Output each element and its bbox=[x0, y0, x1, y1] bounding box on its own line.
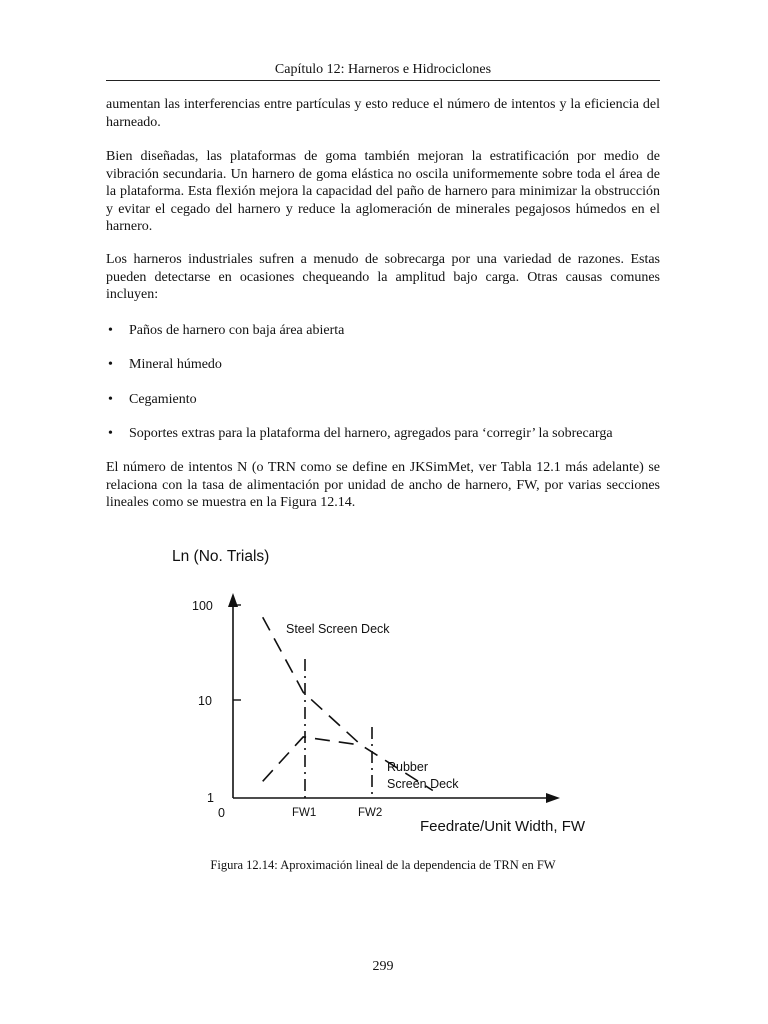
bullet-dot: • bbox=[108, 392, 113, 407]
paragraph-3: Los harneros industriales sufren a menudo de sobrecarga por una variedad de razones. Estas pueden detectarse en ocasiones chequeando la amplitud bajo carga. Otras causas comunes incluyen: bbox=[106, 252, 660, 302]
paragraph-1: aumentan las interferencias entre partículas y esto reduce el número de intentos y la eficiencia del harneado. bbox=[106, 97, 660, 130]
bullet-text: Cegamiento bbox=[129, 392, 197, 407]
y-tick-label-1: 1 bbox=[207, 791, 214, 805]
bullet-text: Mineral húmedo bbox=[129, 357, 222, 372]
figure-12-14-chart bbox=[0, 535, 768, 855]
bullet-dot: • bbox=[108, 426, 113, 441]
page-number: 299 bbox=[372, 959, 394, 974]
x-origin-label: 0 bbox=[218, 806, 225, 820]
x-marker-label-fw1: FW1 bbox=[292, 807, 317, 819]
steel-screen-deck-label: Steel Screen Deck bbox=[286, 622, 390, 636]
bullet-dot: • bbox=[108, 357, 113, 372]
bullet-text: Paños de harnero con baja área abierta bbox=[129, 323, 345, 338]
paragraph-4: El número de intentos N (o TRN como se define en JKSimMet, ver Tabla 12.1 más adelante) se relaciona con la tasa de alimentación por unidad de ancho de harnero, FW, por varias secciones lineales como se muestra en la Figura 12.14. bbox=[106, 460, 660, 510]
rubber-screen-deck-label-line1: Rubber bbox=[387, 760, 428, 774]
rubber-screen-deck-label-line2: Screen Deck bbox=[387, 777, 459, 791]
y-tick-label-10: 10 bbox=[198, 694, 212, 708]
bullet-text: Soportes extras para la plataforma del harnero, agregados para ‘corregir’ la sobrecarga bbox=[129, 426, 613, 441]
x-axis-label: Feedrate/Unit Width, FW bbox=[420, 818, 586, 835]
rubber-screen-deck-line bbox=[263, 737, 362, 781]
x-marker-label-fw2: FW2 bbox=[358, 807, 383, 819]
page-header: Capítulo 12: Harneros e Hidrociclones bbox=[274, 62, 492, 77]
y-axis-label: Ln (No. Trials) bbox=[172, 548, 270, 565]
bullet-dot: • bbox=[108, 323, 113, 338]
header-rule bbox=[106, 80, 660, 81]
y-tick-label-100: 100 bbox=[192, 599, 213, 613]
figure-caption: Figura 12.14: Aproximación lineal de la dependencia de TRN en FW bbox=[210, 858, 556, 872]
paragraph-2: Bien diseñadas, las plataformas de goma también mejoran la estratificación por medio de vibración secundaria. Un harnero de goma elástica no oscila uniformemente sobre toda el área de la plataforma. Esta flexión mejora la capacidad del paño de harnero para minimizar la obstrucción y evitar el cegado del harnero y reduce la aglomeración de minerales pegajosos húmedos en el harnero. bbox=[106, 149, 660, 234]
x-axis-arrow bbox=[546, 793, 560, 803]
